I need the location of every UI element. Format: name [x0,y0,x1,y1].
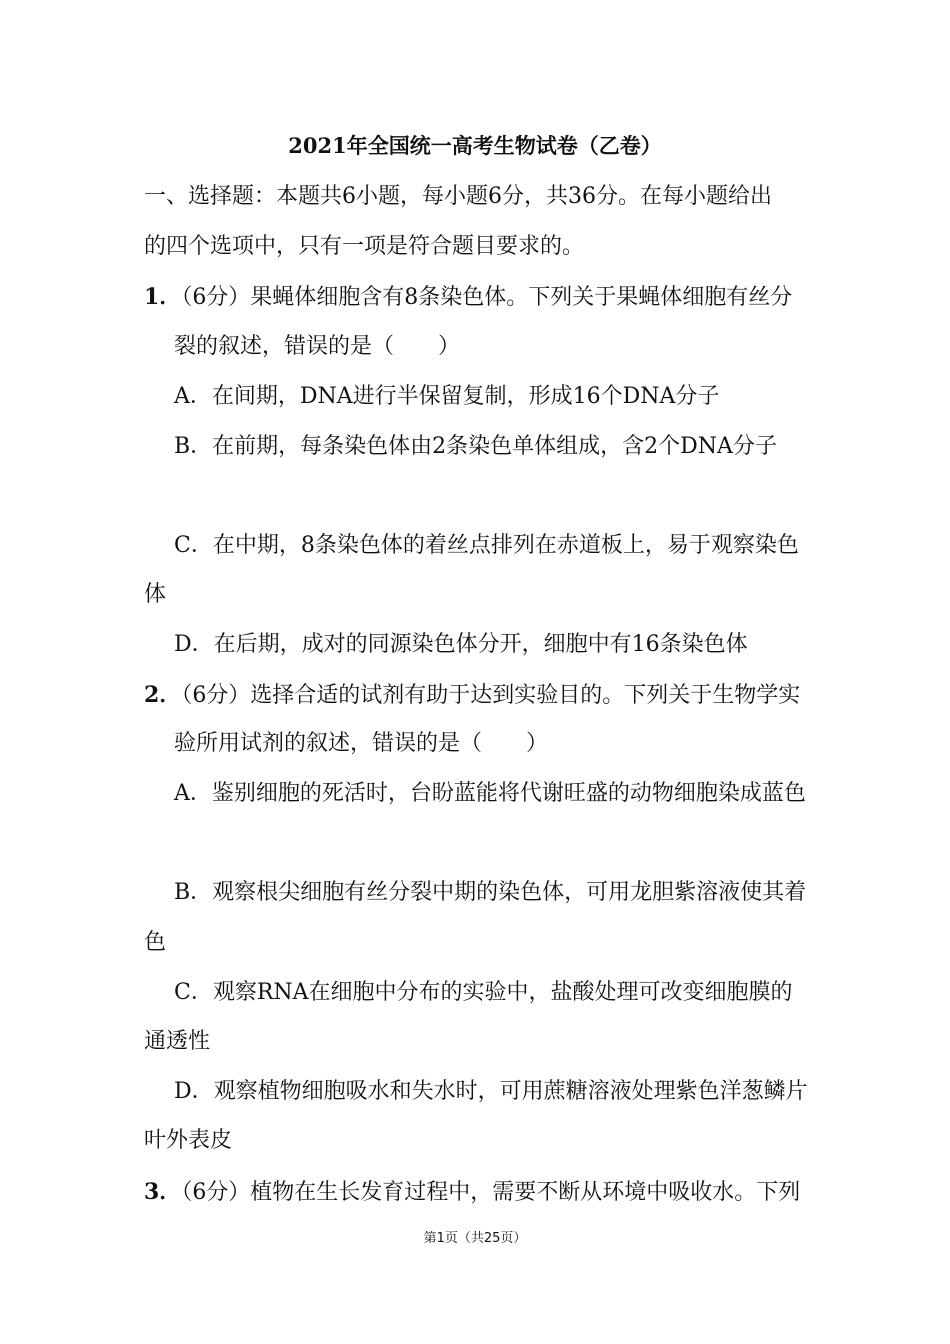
question-2-option-c-line-2: 通透性 [144,1029,211,1054]
question-2-number: 2． [144,682,182,708]
question-1-option-a: A．在间期，DNA进行半保留复制，形成16个DNA分子 [174,384,720,409]
question-2-option-b-line-1: B．观察根尖细胞有丝分裂中期的染色体，可用龙胆紫溶液使其着 [174,880,807,905]
question-2-option-b-line-2: 色 [144,930,167,955]
question-1-stem-line-1 [144,282,792,312]
question-1-stem-text: （6分）果蝇体细胞含有8条染色体。下列关于果蝇体细胞有丝分 [181,285,793,310]
question-3-stem-text: （6分）植物在生长发育过程中，需要不断从环境中吸收水。下列 [181,1180,801,1205]
question-1-option-c-line-1: C．在中期，8条染色体的着丝点排列在赤道板上，易于观察染色 [174,533,799,558]
question-2-option-a: A．鉴别细胞的死活时，台盼蓝能将代谢旺盛的动物细胞染成蓝色 [174,781,806,806]
question-2-option-d-line-1: D．观察植物细胞吸水和失水时，可用蔗糖溶液处理紫色洋葱鳞片 [174,1079,808,1104]
question-1-stem-line-2: 裂的叙述，错误的是（ ） [174,334,461,359]
question-2-stem-line-2: 验所用试剂的叙述，错误的是（ ） [174,731,549,756]
question-2-option-d-line-2: 叶外表皮 [144,1128,233,1153]
question-1-option-b: B．在前期，每条染色体由2条染色单体组成，含2个DNA分子 [174,434,777,459]
page-footer: 第1页（共25页） [423,1231,527,1246]
question-3-stem-line-1 [144,1177,800,1207]
question-1-option-c-line-2: 体 [144,582,167,607]
question-2-stem-text: （6分）选择合适的试剂有助于达到实验目的。下列关于生物学实 [181,683,801,708]
section-heading-line-1: 一、选择题：本题共6小题，每小题6分，共36分。在每小题给出 [144,184,772,209]
exam-title: 2021年全国统一高考生物试卷（乙卷） [288,133,662,158]
section-heading-line-2: 的四个选项中，只有一项是符合题目要求的。 [144,234,585,259]
question-2-option-c-line-1: C．观察RNA在细胞中分布的实验中，盐酸处理可改变细胞膜的 [174,980,793,1005]
question-2-stem-line-1 [144,680,800,710]
question-1-option-d: D．在后期，成对的同源染色体分开，细胞中有16条染色体 [174,632,748,657]
question-3-number: 3． [144,1179,182,1205]
question-1-number: 1． [144,284,182,310]
